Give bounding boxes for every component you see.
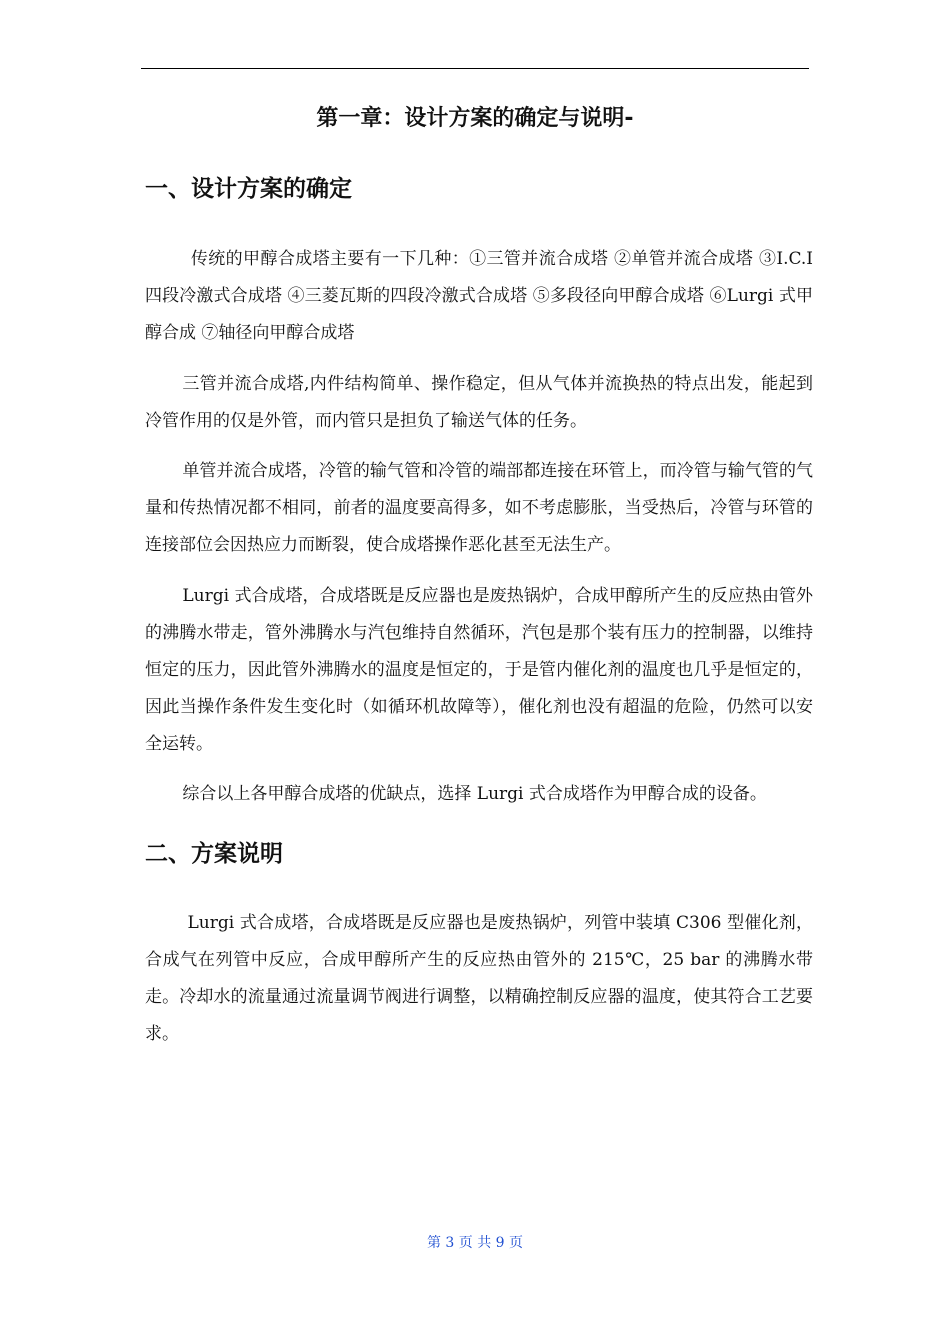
paragraph-reactor-types: 传统的甲醇合成塔主要有一下几种：①三管并流合成塔 ②单管并流合成塔 ③I.C.I 四段冷激式合成塔 ④三菱瓦斯的四段冷激式合成塔 ⑤多段径向甲醇合成塔 ⑥Lurgi 式甲醇合成 ⑦轴径向甲醇合成塔 [145,249,813,343]
section-heading-design-determination: 一、设计方案的确定 [145,176,352,202]
paragraph-lurgi: Lurgi 式合成塔，合成塔既是反应器也是废热锅炉，合成甲醇所产生的反应热由管外的沸腾水带走，管外沸腾水与汽包维持自然循环，汽包是那个装有压力的控制器，以维持恒定的压力，因此管外沸腾水的温度是恒定的，于是管内催化剂的温度也几乎是恒定的，因此当操作条件发生变化时（如循环机故障等），催化剂也没有超温的危险，仍然可以安全运转。 [145,586,813,754]
chapter-title: 第一章：设计方案的确定与说明- [316,106,634,131]
paragraph-single-tube: 单管并流合成塔，冷管的输气管和冷管的端部都连接在环管上，而冷管与输气管的气量和传热情况都不相同，前者的温度要高得多，如不考虑膨胀，当受热后，冷管与环管的连接部位会因热应力而断裂，使合成塔操作恶化甚至无法生产。 [145,461,813,555]
paragraph-scheme-details: Lurgi 式合成塔，合成塔既是反应器也是废热锅炉，列管中装填 C306 型催化剂，合成气在列管中反应，合成甲醇所产生的反应热由管外的 215℃，25 bar 的沸腾水带走。冷却水的流量通过流量调节阀进行调整，以精确控制反应器的温度，使其符合工艺要求。 [145,913,813,1044]
section-heading-scheme-description: 二、方案说明 [145,841,283,867]
paragraph-conclusion: 综合以上各甲醇合成塔的优缺点，选择 Lurgi 式合成塔作为甲醇合成的设备。 [182,784,767,804]
paragraph-triple-tube: 三管并流合成塔,内件结构简单、操作稳定，但从气体并流换热的特点出发，能起到冷管作用的仅是外管，而内管只是担负了输送气体的任务。 [145,374,813,431]
page-number-footer: 第 3 页 共 9 页 [426,1235,524,1251]
header-rule [141,68,809,69]
